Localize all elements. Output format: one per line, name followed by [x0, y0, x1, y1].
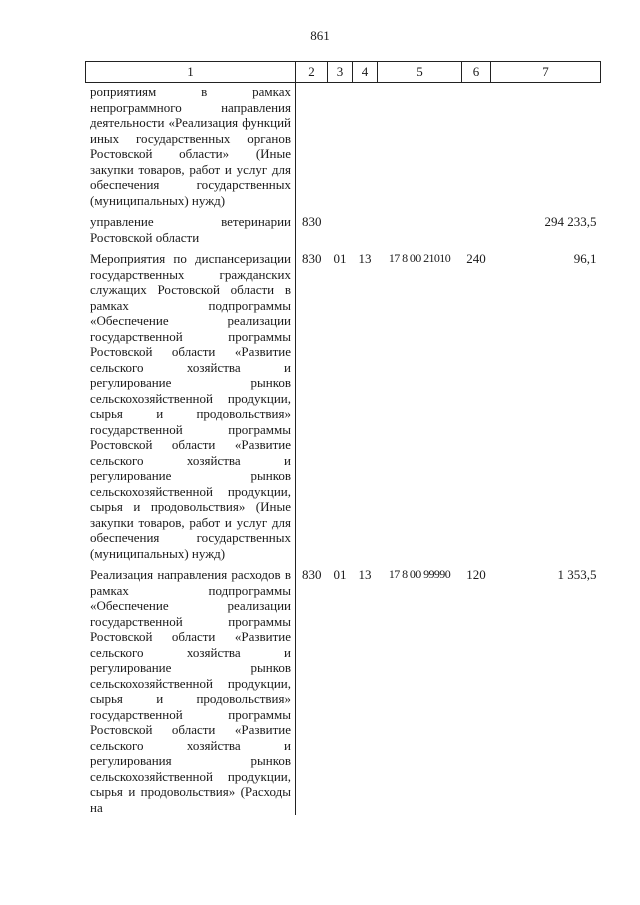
row-code-2: 830 [302, 214, 322, 229]
row-amount: 1 353,5 [557, 567, 597, 582]
row-code-5: 17 8 00 21010 [388, 251, 451, 265]
row-code-6: 120 [466, 567, 486, 582]
row-name: Мероприятия по диспансеризации государственных гражданских служащих Ростовской области в рамках подпрограммы «Обеспечение реализации государственной программы Ростовской области «Развитие сельского хозяйства и регулирование рынков сельскохозяйственной продукции, сырья и продовольствия» государственной программы Ростовской области «Развитие сельского хозяйства и регулирование рынков сельскохозяйственной продукции, сырья и продовольствия» (Иные закупки товаров, работ и услуг для обеспечения государственных (муниципальных) нужд) [86, 251, 296, 561]
row-amount: 96,1 [573, 251, 597, 266]
page-number: 861 [310, 28, 330, 43]
table-header [86, 62, 601, 83]
header-col-6: 6 [462, 62, 491, 83]
row-amount [491, 83, 601, 209]
row-code-6 [462, 83, 491, 209]
row-code-4 [353, 83, 378, 209]
row-name: Реализация направления расходов в рамках подпрограммы «Обеспечение реализации государственной программы Ростовской области «Развитие сельского хозяйства и регулирование рынков сельскохозяйственной продукции, сырья и продовольствия» государственной программы Ростовской области «Развитие сельского хозяйства и регулирования рынков сельскохозяйственной продукции, сырья и продовольствия» (Расходы на [86, 567, 296, 815]
row-code-2: 830 [302, 567, 322, 582]
header-col-1: 1 [86, 62, 296, 83]
row-name: роприятиям в рамках непрограммного направления деятельности «Реализация функций иных государственных органов Ростовской области» (Иные закупки товаров, работ и услуг для обеспечения государственных (муниципальных) нужд) [86, 83, 296, 209]
row-code-5: 17 8 00 99990 [388, 567, 451, 581]
row-code-3 [328, 83, 353, 209]
budget-table [85, 61, 601, 815]
row-code-6 [462, 214, 491, 245]
header-col-5: 5 [378, 62, 462, 83]
row-code-3: 01 [333, 251, 347, 266]
row-name: управление ветеринарии Ростовской области [86, 214, 296, 245]
row-code-3 [328, 214, 353, 245]
row-code-4: 13 [358, 251, 372, 266]
row-code-4: 13 [358, 567, 372, 582]
header-col-7: 7 [491, 62, 601, 83]
header-col-2: 2 [296, 62, 328, 83]
table-row [86, 251, 601, 561]
row-code-3: 01 [333, 567, 347, 582]
row-code-2: 830 [302, 251, 322, 266]
header-col-4: 4 [353, 62, 378, 83]
row-code-5 [378, 214, 462, 245]
row-code-2 [296, 83, 328, 209]
row-code-6: 240 [466, 251, 486, 266]
table-row [86, 567, 601, 815]
table-row [86, 214, 601, 245]
header-col-3: 3 [328, 62, 353, 83]
row-code-5 [378, 83, 462, 209]
row-code-4 [353, 214, 378, 245]
table-row [86, 83, 601, 209]
row-amount: 294 233,5 [544, 214, 597, 229]
